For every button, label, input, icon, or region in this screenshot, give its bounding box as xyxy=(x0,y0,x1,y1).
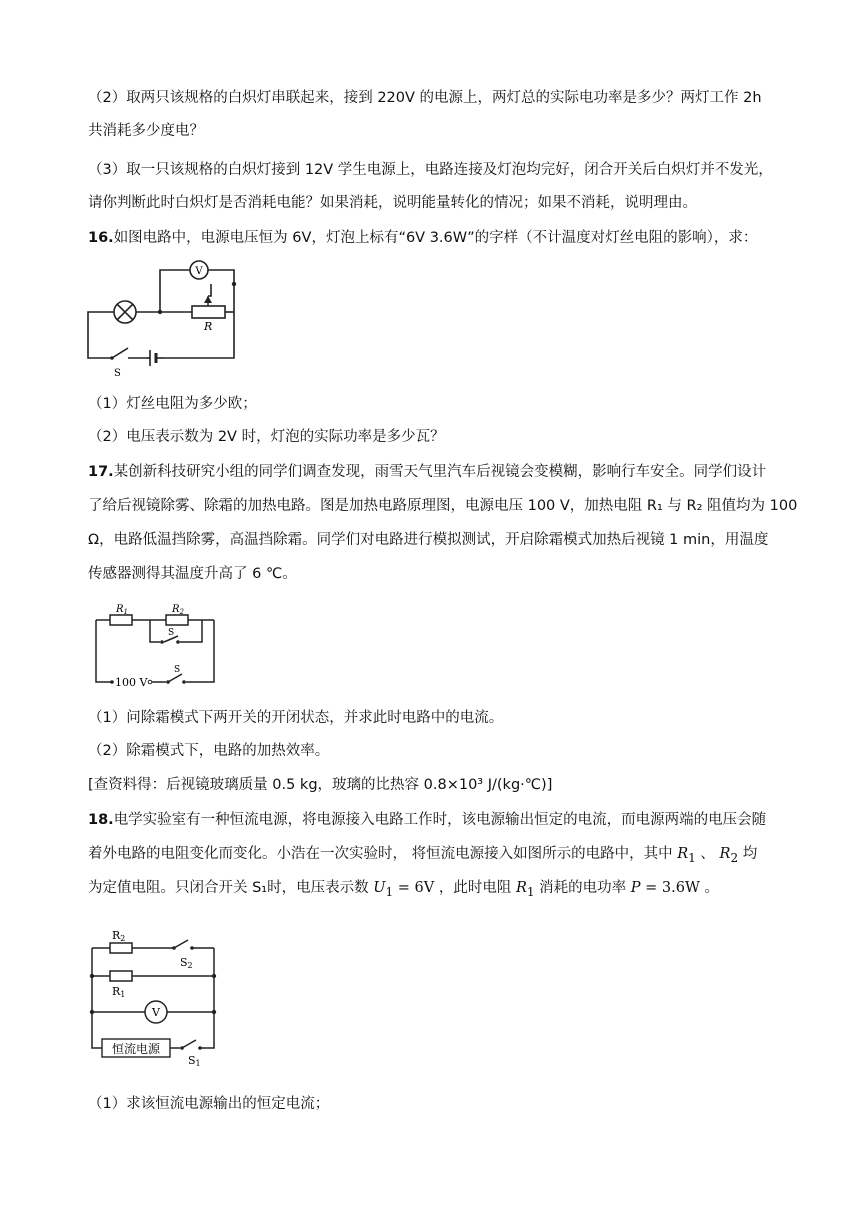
q15-sub3-line1: （3）取一只该规格的白炽灯接到 12V 学生电源上，电路连接及灯泡均完好，闭合开关后白炽灯并不发光， xyxy=(88,162,773,178)
q16-sub1: （1）灯丝电阻为多少欧； xyxy=(88,396,257,412)
q17-outer-switch-symbol xyxy=(168,674,182,682)
q16-number: 16. xyxy=(88,230,114,246)
q18-power-formula: P = 3.6W xyxy=(630,880,700,896)
q16-rheostat-symbol xyxy=(192,306,225,318)
q18-line3: 为定值电阻。只闭合开关 S₁时，电压表示数 $U_1 = 6V$ ，此时电阻 $R_1$ 消耗的电功率 P = 3.6W 。 xyxy=(88,880,719,899)
q16-switch-symbol xyxy=(112,348,128,358)
q16-lamp-symbol xyxy=(114,301,136,323)
q17-reference-note: [查资料得：后视镜玻璃质量 0.5 kg，玻璃的比热容 0.8×10³ J/(kg·℃)] xyxy=(88,777,553,793)
q18-source-label: 恒流电源 xyxy=(111,1042,161,1056)
q17-line3: Ω，电路低温挡除雾，高温挡除霜。同学们对电路进行模拟测试，开启除霜模式加热后视镜 1 min，用温度 xyxy=(88,532,769,548)
q18-u1-formula: $U_1 = 6V$ xyxy=(373,880,435,899)
q16-switch-label: S xyxy=(114,368,121,379)
q17-r1-label: $R_1$ xyxy=(116,604,128,616)
q17-line4: 传感器测得其温度升高了 6 ℃。 xyxy=(88,566,297,582)
q18-r2-label: R2 xyxy=(112,929,126,943)
q17-source-label: 100 V xyxy=(115,676,148,689)
q16-resistor-label: R xyxy=(204,320,213,333)
q16-text: 如图电路中，电源电压恒为 6V，灯泡上标有“6V 3.6W”的字样（不计温度对灯丝电阻的影响），求： xyxy=(113,230,758,246)
q18-r1-resistor-symbol xyxy=(110,971,132,981)
q18-r1-symbol: $R_1$ xyxy=(677,846,696,865)
q18-s2-switch-symbol xyxy=(174,940,188,948)
q18-s1-label: S1 xyxy=(188,1054,201,1068)
q16-sub2: （2）电压表示数为 2V 时，灯泡的实际功率是多少瓦？ xyxy=(88,429,445,445)
q16-voltmeter-label: V xyxy=(195,266,203,277)
q16-stem xyxy=(88,228,788,248)
q18-r2-symbol: $R_2$ xyxy=(719,846,739,865)
q18-line1 xyxy=(88,810,788,830)
q17-line1 xyxy=(88,462,788,482)
q17-inner-switch-label: S xyxy=(168,628,175,638)
q17-line2: 了给后视镜除雾、除霜的加热电路。图是加热电路原理图，电源电压 100 V，加热电阻 R₁ 与 R₂ 阻值均为 100 xyxy=(88,498,798,514)
q15-sub2-line2: 共消耗多少度电？ xyxy=(88,123,204,139)
q17-outer-switch-label: S xyxy=(174,665,181,675)
q17-circuit-diagram xyxy=(88,600,228,690)
q17-r2-symbol xyxy=(166,615,188,625)
q15-sub2-line1: （2）取两只该规格的白炽灯串联起来，接到 220V 的电源上，两灯总的实际电功率是多少？两灯工作 2h xyxy=(88,90,762,106)
q17-number: 17. xyxy=(88,464,114,480)
q18-s1-switch-symbol xyxy=(182,1040,196,1048)
q18-r1-label: R1 xyxy=(112,985,126,999)
q18-circuit-diagram xyxy=(88,926,228,1066)
q18-number: 18. xyxy=(88,812,114,828)
q18-line2: 着外电路的电阻变化而变化。小浩在一次实验时， 将恒流电源接入如图所示的电路中，其中 $R_1$ 、 $R_2$ 均 xyxy=(88,846,758,865)
q18-voltmeter-symbol xyxy=(145,1001,167,1023)
q18-text: 电学实验室有一种恒流电源，将电源接入电路工作时，该电源输出恒定的电流，而电源两端的电压会随 xyxy=(113,812,767,828)
q17-r1-symbol xyxy=(110,615,132,625)
q16-circuit-diagram xyxy=(84,260,244,380)
q16-voltmeter-symbol xyxy=(190,261,208,279)
q18-voltmeter-label: V xyxy=(152,1006,160,1019)
q15-sub3-line2: 请你判断此时白炽灯是否消耗电能？如果消耗，说明能量转化的情况；如果不消耗，说明理由。 xyxy=(88,195,697,211)
q17-text: 某创新科技研究小组的同学们调查发现，雨雪天气里汽车后视镜会变模糊，影响行车安全。同学们设计 xyxy=(113,464,767,480)
q17-sub1: （1）问除霜模式下两开关的开闭状态，并求此时电路中的电流。 xyxy=(88,710,504,726)
q16-battery-symbol xyxy=(150,350,156,366)
q18-sub1: （1）求该恒流电源输出的恒定电流； xyxy=(88,1096,330,1112)
q17-r2-label: $R_2$ xyxy=(172,604,184,616)
q17-sub2: （2）除霜模式下，电路的加热效率。 xyxy=(88,743,330,759)
q18-r2-resistor-symbol xyxy=(110,943,132,953)
q18-s2-label: S2 xyxy=(180,956,193,970)
q18-r1-symbol-2: $R_1$ xyxy=(515,880,535,899)
